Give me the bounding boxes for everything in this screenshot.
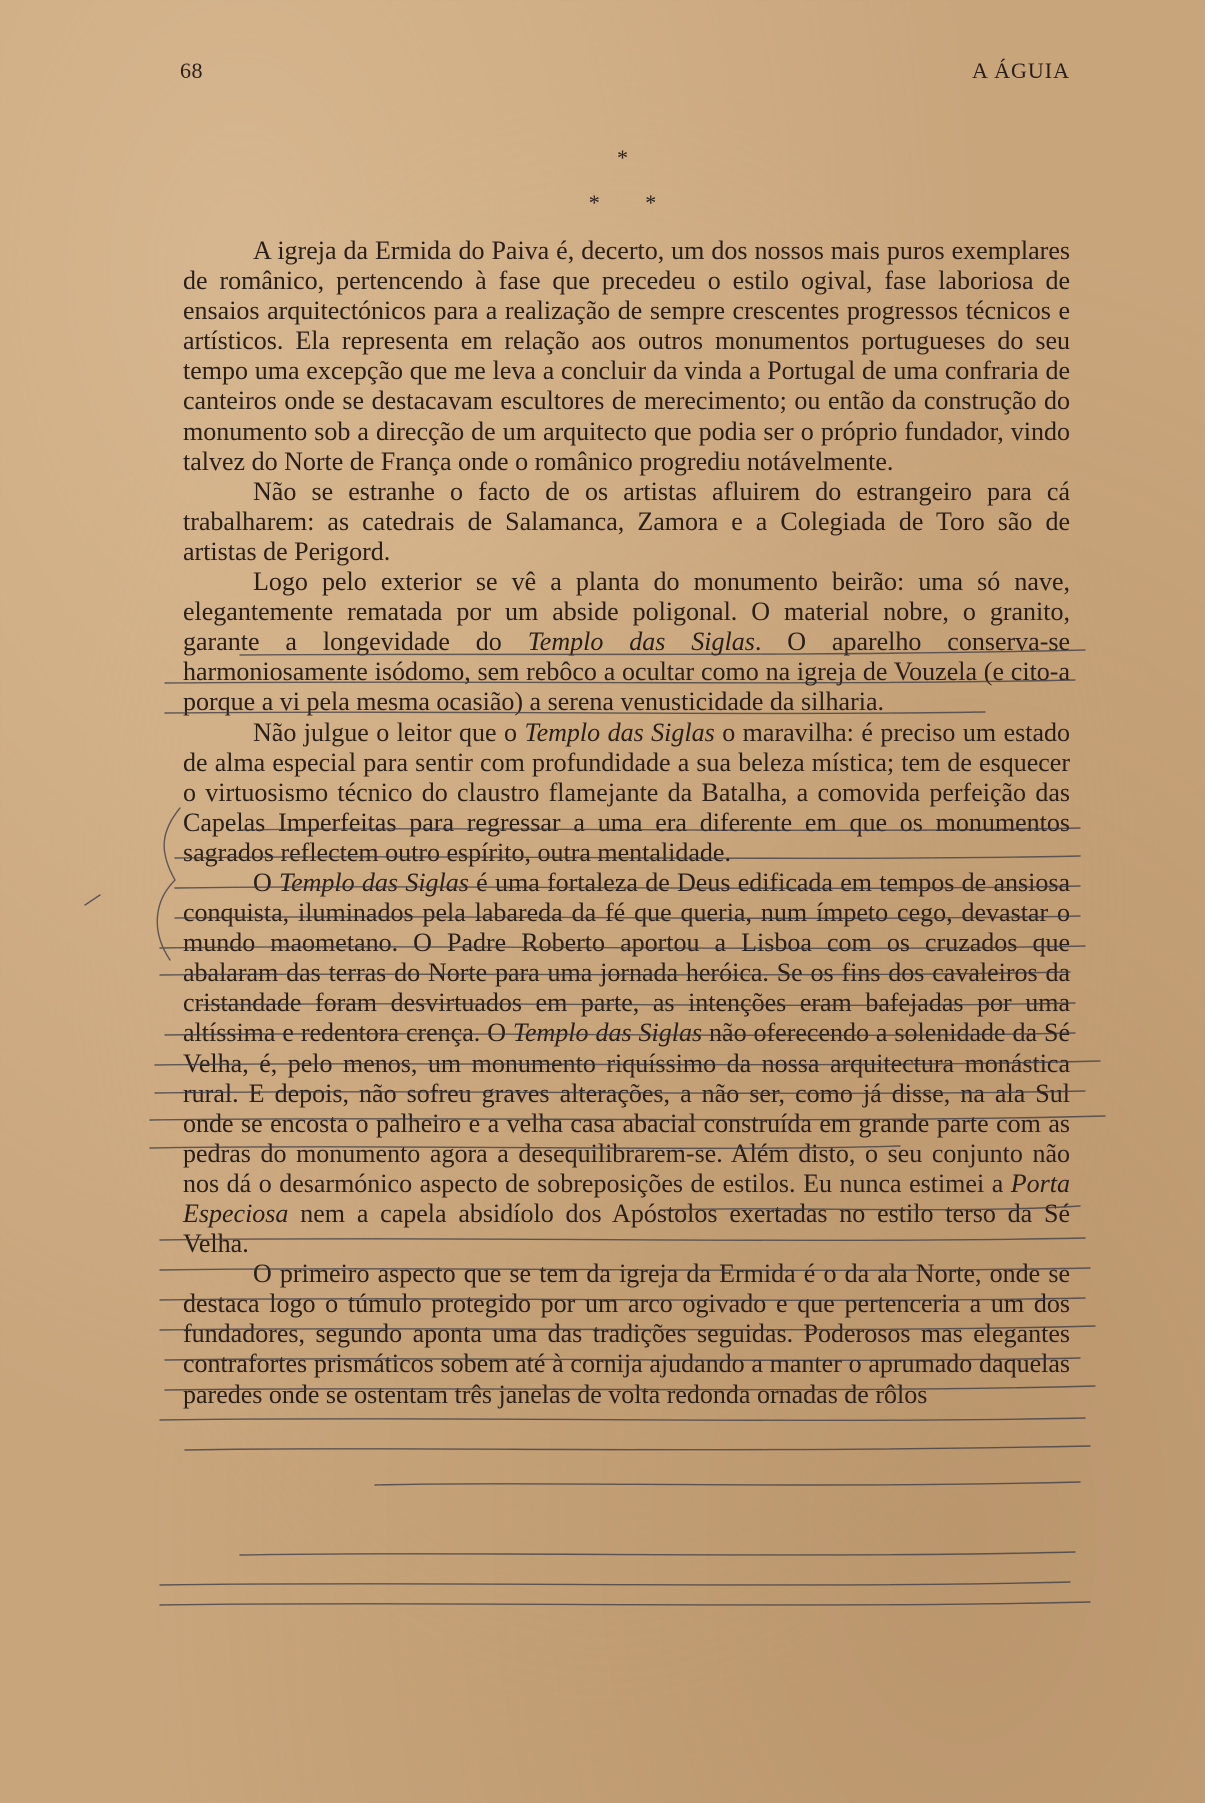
page-number: 68 xyxy=(180,58,203,83)
section-separator-top: * xyxy=(617,145,628,170)
pencil-underline xyxy=(160,1602,1090,1605)
paragraph-1-text: A igreja da Ermida do Paiva é, decerto, um dos nossos mais puros exemplares de românico, pertencendo à fase que precedeu o estilo ogival, fase laboriosa de ensaios arquitectónicos para a realização de sempre crescentes progressos técnicos e artísticos. Ela representa em relação aos outros monumentos portugueses do seu tempo uma excepção que me leva a concluir da vinda a Portugal de uma confraria de canteiros onde se destacavam escultores de merecimento; ou então da construção do monumento sob a direcção de um arquitecto que podia ser o próprio fundador, vindo talvez do Norte de França onde o românico progrediu notávelmente. xyxy=(183,236,1070,476)
paragraph-3-italic-title: Templo das Siglas xyxy=(527,627,755,657)
paragraph-5-text-c: não oferecendo a solenidade da Sé Velha, é, pelo menos, um monumento riquíssimo da nossa arquitectura monástica rural. E depois, não sofreu graves alterações, a não ser, como já disse, na ala Sul onde se encosta o palheiro e a velha casa abacial construída em grande parte com as pedras do monumento agora a desequilibrarem-se. Além disto, o seu conjunto não nos dá o desarmónico aspecto de sobreposições de estilos. Eu nunca estimei a xyxy=(183,1018,1070,1198)
pencil-bracket xyxy=(157,808,180,960)
pencil-underline xyxy=(160,1582,1070,1585)
paragraph-4-text-b: o maravilha: é preciso um estado de alma especial para sentir com profundidade a sua beleza mística; tem de esquecer o virtuosismo técnico do claustro flamejante da Batalha, a comovida perfeição das Capelas Imperfeitas para regressar a uma era diferente em que os monumentos sagrados reflectem outro espírito, outra mentalidade. xyxy=(183,717,1070,867)
pencil-underline xyxy=(185,1446,1090,1450)
paragraph-5-text-a: O xyxy=(253,867,280,897)
pencil-mark xyxy=(85,895,100,905)
article-body xyxy=(183,236,1070,1410)
paragraph-5-text-b: é uma fortaleza de Deus edificada em tempos de ansiosa conquista, iluminados pela labareda da fé que queria, num ímpeto cego, devastar o mundo maometano. O Padre Roberto aportou a Lisboa com os cruzados que abalaram das terras do Norte para uma jornada heróica. Se os fins dos cavaleiros da cristandade foram desvirtuados em parte, as intenções eram bafejadas por uma altíssima e redentora crença. O xyxy=(183,867,1070,1048)
paragraph-3-text-a: Logo pelo exterior se vê a planta do monumento beirão: uma só nave, elegantemente rematada por um abside poligonal. O material nobre, o granito, garante a longevidade do xyxy=(183,567,1070,657)
paragraph-5-italic-title: Templo das Siglas xyxy=(279,867,469,897)
journal-title: A ÁGUIA xyxy=(971,58,1070,83)
paragraph-5-italic-title-2: Templo das Siglas xyxy=(512,1018,703,1048)
page-header xyxy=(180,58,1070,98)
pencil-underline xyxy=(375,1482,1080,1485)
paragraph-3 xyxy=(183,567,1070,717)
paragraph-2 xyxy=(183,477,1070,567)
paragraph-5-italic-porta: Porta Especiosa xyxy=(183,1168,1070,1228)
pencil-underline xyxy=(240,1552,1075,1555)
paragraph-3-text-b: . O aparelho conserva-se harmoniosamente isódomo, sem rebôco a ocultar como na igreja de Vouzela (e cito-a porque a vi pela mesma ocasião) a serena venusticidade da silharia. xyxy=(183,627,1071,717)
paragraph-6 xyxy=(183,1259,1070,1409)
paragraph-4-text-a: Não julgue o leitor que o xyxy=(253,717,525,747)
section-separator-bottom: * * xyxy=(588,190,657,215)
pencil-underline xyxy=(160,1418,1085,1420)
paragraph-5 xyxy=(183,868,1070,1259)
paragraph-6-text: O primeiro aspecto que se tem da igreja da Ermida é o da ala Norte, onde se destaca logo o túmulo protegido por um arco ogivado e que pertenceria a um dos fundadores, segundo aponta uma das tradições seguidas. Poderosos mas elegantes contrafortes prismáticos sobem até à cornija ajudando a manter o aprumado daquelas paredes onde se ostentam três janelas de volta redonda ornadas de rôlos xyxy=(183,1259,1070,1409)
paragraph-5-text-d: nem a capela absidíolo dos Apóstolos exertadas no estilo terso da Sé Velha. xyxy=(183,1199,1070,1259)
paragraph-4-italic-title: Templo das Siglas xyxy=(524,717,715,747)
paragraph-1 xyxy=(183,236,1070,477)
paragraph-4 xyxy=(183,718,1070,868)
paragraph-2-text: Não se estranhe o facto de os artistas afluirem do estrangeiro para cá trabalharem: as catedrais de Salamanca, Zamora e a Colegiada de Toro são de artistas de Perigord. xyxy=(183,476,1070,566)
